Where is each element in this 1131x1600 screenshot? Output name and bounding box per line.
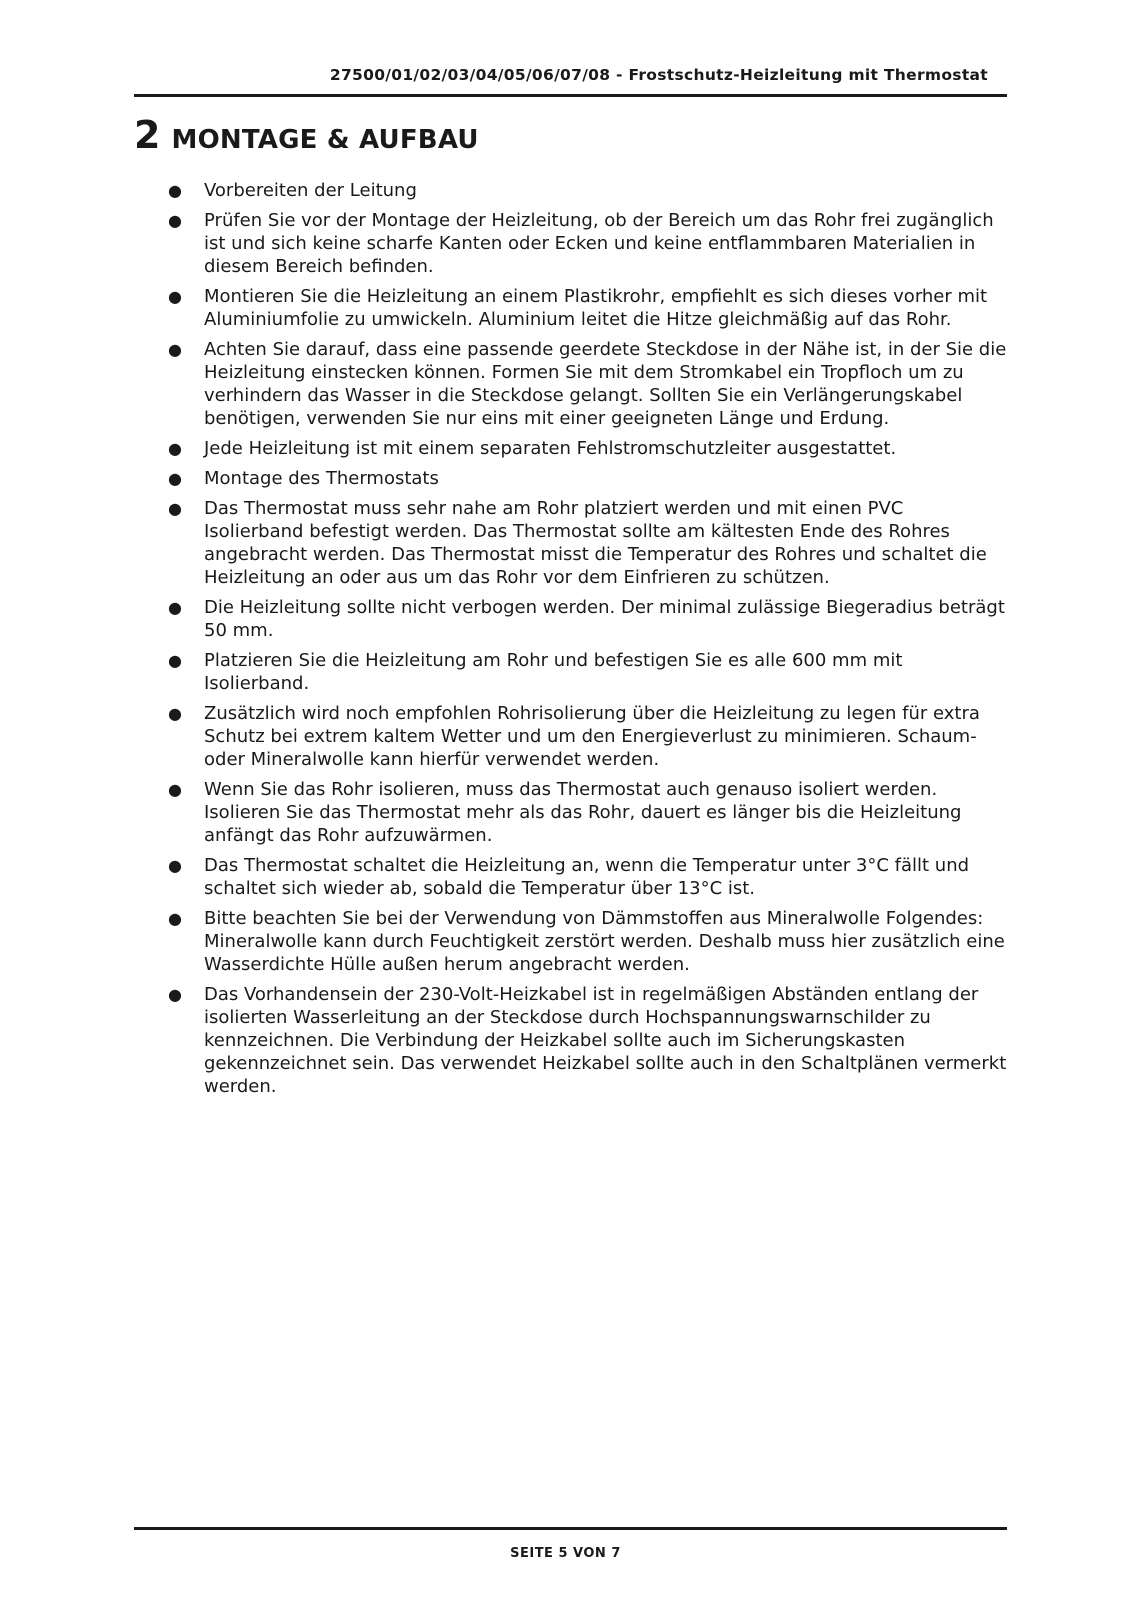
bullet-icon: ● xyxy=(168,985,182,1004)
footer-divider xyxy=(134,1527,1007,1530)
list-item-text: Jede Heizleitung ist mit einem separaten Fehlstromschutzleiter ausgestattet. xyxy=(204,438,897,459)
bullet-icon: ● xyxy=(168,909,182,928)
section-heading: MONTAGE & AUFBAU xyxy=(171,125,479,155)
list-item-text: Die Heizleitung sollte nicht verbogen werden. Der minimal zulässige Biegeradius beträgt 50 mm. xyxy=(204,597,1005,641)
list-item xyxy=(168,209,1008,278)
list-item-text: Das Thermostat schaltet die Heizleitung an, wenn die Temperatur unter 3°C fällt und schaltet sich wieder ab, sobald die Temperatur über 13°C ist. xyxy=(204,855,970,899)
list-item-text: Das Vorhandensein der 230-Volt-Heizkabel ist in regelmäßigen Abständen entlang der isolierten Wasserleitung an der Steckdose durch Hochspannungswarnschilder zu kennzeichnen. Die Verbindung der Heizkabel sollte auch im Sicherungskasten gekennzeichnet sein. Das verwendet Heizkabel sollte auch in den Schaltplänen vermerkt werden. xyxy=(204,984,1007,1097)
list-item-text: Vorbereiten der Leitung xyxy=(204,180,417,201)
list-item-text: Montage des Thermostats xyxy=(204,468,439,489)
list-item xyxy=(168,467,1008,490)
list-item-text: Achten Sie darauf, dass eine passende geerdete Steckdose in der Nähe ist, in der Sie die Heizleitung einstecken können. Formen Sie mit dem Stromkabel ein Tropfloch um zu verhindern das Wasser in die Steckdose gelangt. Sollten Sie ein Verlängerungskabel benötigen, verwenden Sie nur eins mit einer geeigneten Länge und Erdung. xyxy=(204,339,1007,429)
list-item xyxy=(168,854,1008,900)
list-item-text: Montieren Sie die Heizleitung an einem Plastikrohr, empfiehlt es sich dieses vorher mit Aluminiumfolie zu umwickeln. Aluminium leitet die Hitze gleichmäßig auf das Rohr. xyxy=(204,286,988,330)
bullet-icon: ● xyxy=(168,469,182,488)
bullet-icon: ● xyxy=(168,287,182,306)
instruction-list xyxy=(168,179,1008,1105)
bullet-icon: ● xyxy=(168,651,182,670)
list-item xyxy=(168,437,1008,460)
document-header-title: 27500/01/02/03/04/05/06/07/08 - Frostschutz-Heizleitung mit Thermostat xyxy=(329,66,988,84)
list-item-text: Platzieren Sie die Heizleitung am Rohr und befestigen Sie es alle 600 mm mit Isolierband. xyxy=(204,650,903,694)
list-item xyxy=(168,179,1008,202)
section-title xyxy=(134,113,479,157)
list-item xyxy=(168,983,1008,1098)
list-item xyxy=(168,702,1008,771)
list-item xyxy=(168,778,1008,847)
list-item-text: Zusätzlich wird noch empfohlen Rohrisolierung über die Heizleitung zu legen für extra Schutz bei extrem kaltem Wetter und um den Energieverlust zu minimieren. Schaum- oder Mineralwolle kann hierfür verwendet werden. xyxy=(204,703,980,770)
list-item xyxy=(168,497,1008,589)
list-item-text: Wenn Sie das Rohr isolieren, muss das Thermostat auch genauso isoliert werden. Isolieren Sie das Thermostat mehr als das Rohr, dauert es länger bis die Heizleitung anfängt das Rohr aufzuwärmen. xyxy=(204,779,962,846)
bullet-icon: ● xyxy=(168,856,182,875)
list-item xyxy=(168,907,1008,976)
bullet-icon: ● xyxy=(168,439,182,458)
list-item-text: Das Thermostat muss sehr nahe am Rohr platziert werden und mit einen PVC Isolierband befestigt werden. Das Thermostat sollte am kältesten Ende des Rohres angebracht werden. Das Thermostat misst die Temperatur des Rohres und schaltet die Heizleitung an oder aus um das Rohr vor dem Einfrieren zu schützen. xyxy=(204,498,987,588)
bullet-icon: ● xyxy=(168,780,182,799)
bullet-icon: ● xyxy=(168,181,182,200)
list-item xyxy=(168,285,1008,331)
list-item-text: Bitte beachten Sie bei der Verwendung von Dämmstoffen aus Mineralwolle Folgendes: Mineralwolle kann durch Feuchtigkeit zerstört werden. Deshalb muss hier zusätzlich eine Wasserdichte Hülle außen herum angebracht werden. xyxy=(204,908,1005,975)
bullet-icon: ● xyxy=(168,598,182,617)
bullet-icon: ● xyxy=(168,704,182,723)
list-item xyxy=(168,338,1008,430)
bullet-icon: ● xyxy=(168,499,182,518)
list-item xyxy=(168,649,1008,695)
list-item-text: Prüfen Sie vor der Montage der Heizleitung, ob der Bereich um das Rohr frei zugänglich ist und sich keine scharfe Kanten oder Ecken und keine entflammbaren Materialien in diesem Bereich befinden. xyxy=(204,210,994,277)
section-number: 2 xyxy=(134,113,161,157)
bullet-icon: ● xyxy=(168,340,182,359)
header-divider xyxy=(134,94,1007,97)
bullet-icon: ● xyxy=(168,211,182,230)
page-number: SEITE 5 VON 7 xyxy=(510,1546,621,1561)
list-item xyxy=(168,596,1008,642)
